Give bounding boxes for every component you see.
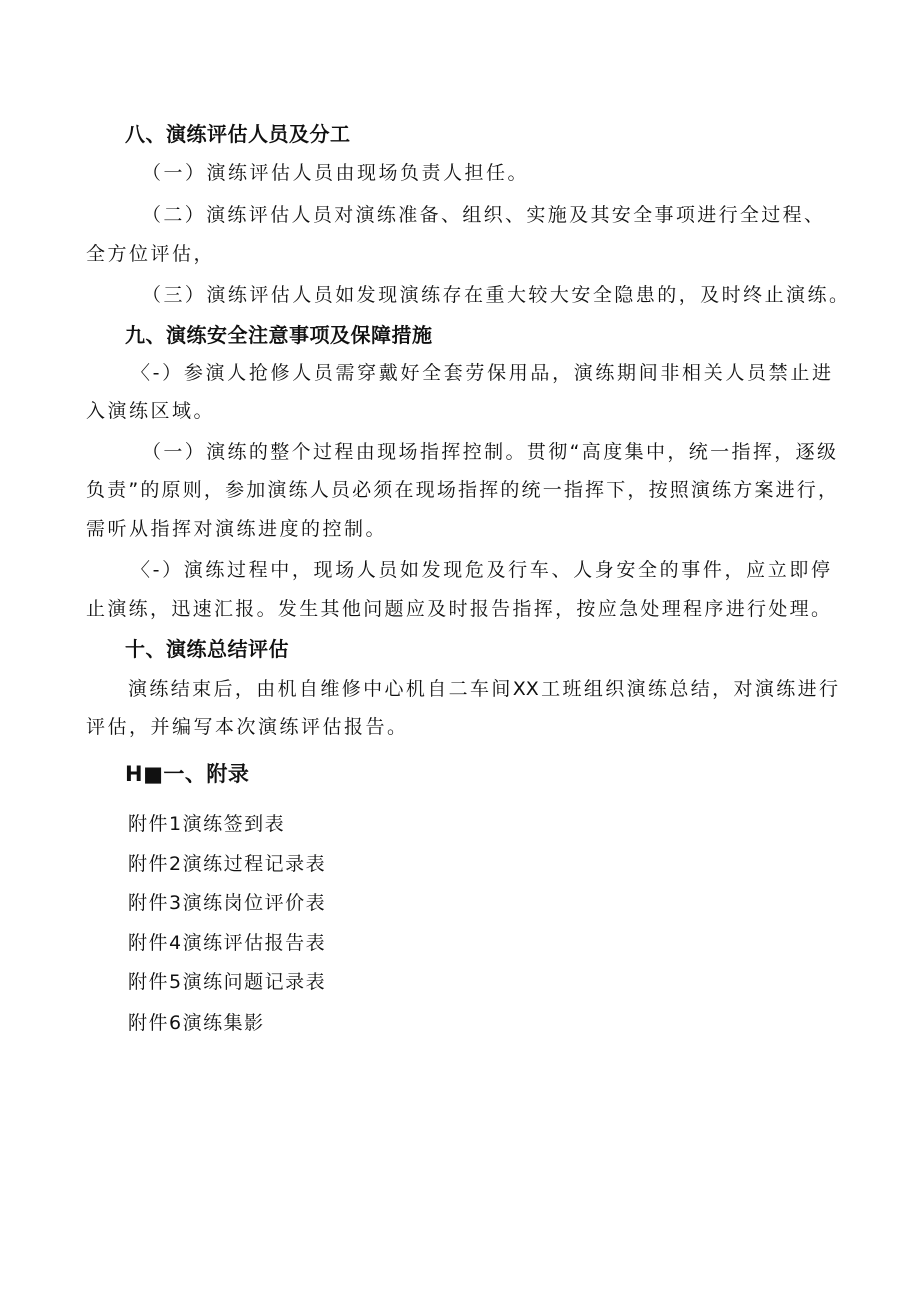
section-10-paragraph-line-2: 评估，并编写本次演练评估报告。 <box>86 716 409 738</box>
attachment-item: 附件3演练岗位评价表 <box>128 892 327 914</box>
section-9-item-3-line-1: 〈-）演练过程中，现场人员如发现危及行车、人身安全的事件，应立即停 <box>131 559 830 581</box>
attachment-item: 附件1演练签到表 <box>128 813 286 835</box>
section-9-item-2-line-1: （一）演练的整个过程由现场指挥控制。贯彻“高度集中，统一指挥，逐级 <box>142 441 836 463</box>
section-9-item-2-line-3: 需听从指挥对演练进度的控制。 <box>86 518 388 540</box>
section-8-item-2-line-2: 全方位评估， <box>86 243 216 265</box>
section-8-item-1: （一）演练评估人员由现场负责人担任。 <box>142 162 530 184</box>
section-9-item-1-line-1: 〈-）参演人抢修人员需穿戴好全套劳保用品，演练期间非相关人员禁止进 <box>131 362 831 384</box>
section-8-item-2-line-1: （二）演练评估人员对演练准备、组织、实施及其安全事项进行全过程、 <box>142 204 823 226</box>
section-11-heading: H■一、附录 <box>125 762 250 786</box>
attachment-item: 附件4演练评估报告表 <box>128 932 327 954</box>
section-9-heading: 九、演练安全注意事项及保障措施 <box>125 323 433 347</box>
section-10-heading: 十、演练总结评估 <box>125 637 289 661</box>
attachment-item: 附件5演练问题记录表 <box>128 971 327 993</box>
section-9-item-3-line-2: 止演练，迅速汇报。发生其他问题应及时报告指挥，按应急处理程序进行处理。 <box>86 598 830 620</box>
section-9-item-1-line-2: 入演练区域。 <box>86 400 216 422</box>
section-8-heading: 八、演练评估人员及分工 <box>125 122 351 146</box>
attachment-item: 附件2演练过程记录表 <box>128 853 327 875</box>
attachment-item: 附件6演练集影 <box>128 1012 265 1034</box>
section-10-paragraph-line-1: 演练结束后，由机自维修中心机自二车间XX工班组织演练总结，对演练进行 <box>128 678 838 700</box>
section-8-item-3: （三）演练评估人员如发现演练存在重大较大安全隐患的，及时终止演练。 <box>142 284 848 306</box>
section-9-item-2-line-2: 负责”的原则，参加演练人员必须在现场指挥的统一指挥下，按照演练方案进行， <box>86 479 837 501</box>
